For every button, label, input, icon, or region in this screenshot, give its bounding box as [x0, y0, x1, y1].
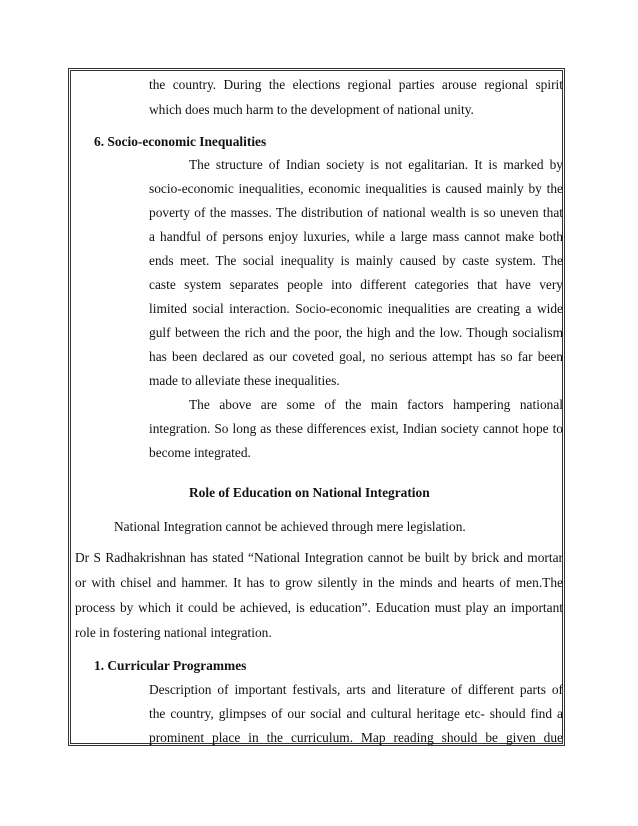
text-line: limited social interaction. Socio-economic inequalities are creating a wide — [149, 301, 563, 316]
text-line: National Integration cannot be achieved through mere legislation. — [114, 519, 466, 534]
text-line: process by which it could be achieved, is education”. Education must play an important — [75, 600, 563, 615]
text-line: role in fostering national integration. — [75, 625, 272, 640]
text-line: become integrated. — [149, 445, 251, 460]
text-line: which does much harm to the development of national unity. — [149, 102, 474, 117]
text-line: The above are some of the main factors hampering national — [189, 397, 563, 412]
section-heading: 1. Curricular Programmes — [94, 658, 247, 673]
text-line: ends meet. The social inequality is mainly caused by caste system. The — [149, 253, 563, 268]
text-line: Dr S Radhakrishnan has stated “National Integration cannot be built by brick and mortar — [75, 550, 563, 565]
text-line: made to alleviate these inequalities. — [149, 373, 340, 388]
section-heading: 6. Socio-economic Inequalities — [94, 134, 267, 149]
text-line: or with chisel and hammer. It has to grow silently in the minds and hearts of men.The — [75, 575, 563, 590]
text-line: socio-economic inequalities, economic inequalities is caused mainly by the — [149, 181, 563, 196]
text-line: integration. So long as these differences exist, Indian society cannot hope to — [149, 421, 563, 436]
text-line: the country. During the elections regional parties arouse regional spirit — [149, 77, 563, 92]
text-line: gulf between the rich and the poor, the high and the low. Though socialism — [149, 325, 563, 340]
text-line: the country, glimpses of our social and cultural heritage etc- should find a — [149, 706, 563, 721]
section-title: Role of Education on National Integration — [189, 485, 430, 500]
text-line: Description of important festivals, arts and literature of different parts of — [149, 682, 563, 697]
text-line: The structure of Indian society is not egalitarian. It is marked by — [189, 157, 563, 172]
text-line: a handful of persons enjoy luxuries, while a large mass cannot make both — [149, 229, 563, 244]
text-line: poverty of the masses. The distribution of national wealth is so uneven that — [149, 205, 563, 220]
text-line: prominent place in the curriculum. Map reading should be given due — [149, 730, 563, 745]
text-line: caste system separates people into different categories that have very — [149, 277, 563, 292]
text-line: has been declared as our coveted goal, no serious attempt has so far been — [149, 349, 563, 364]
